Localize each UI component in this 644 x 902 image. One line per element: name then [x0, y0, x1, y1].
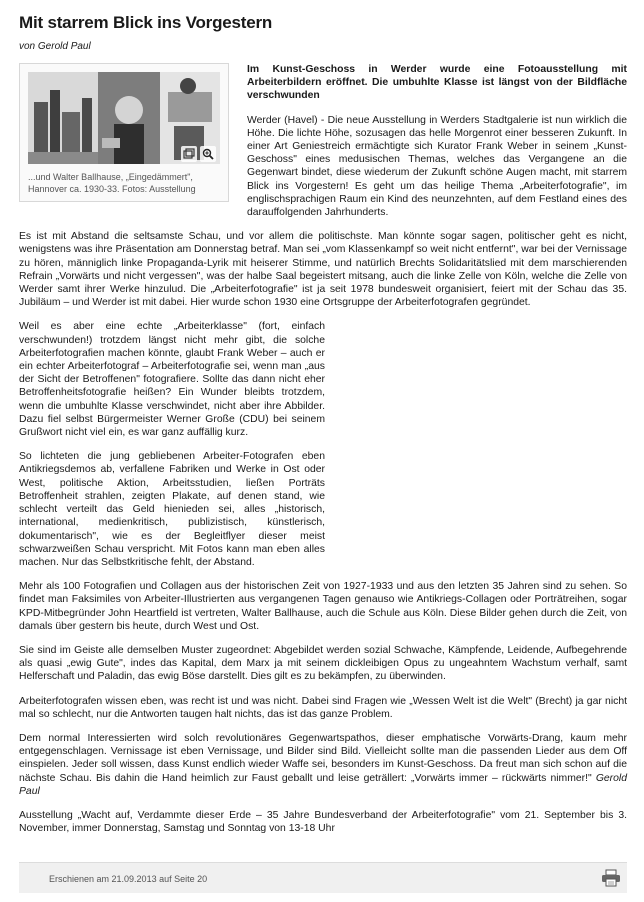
- article-footer: [19, 862, 627, 893]
- paragraph: Sie sind im Geiste alle demselben Muster zugeordnet: Abgebildet werden sozial Schwache, Kämpfende, Leidende, Aufbegehrende als quasi „ewig Gute", indes das Kapital, dem Marx ja mit seinem dickleibigen Opus zu ungeahntem Wachstum verhalf, samt Helferschaft und Paladin, das ewig Böse darstellt. Dies gilt es zu bekämpfen, zu überwinden.: [19, 644, 627, 683]
- paragraph: Es ist mit Abstand die seltsamste Schau, und vor allem die politischste. Man könnte sogar sagen, politischer geht es nicht, wenigstens was ihre Präsentation am Donnerstag betraf. Man sei „vom Klassenkampf so weit nicht entfernt", war bei der Vernissage zu hören, männiglich linke Propaganda-Lyrik mit heiserer Stimme, und natürlich Brechts Solidaritätslied mit dem marschierenden Refrain „Vorwärts und nicht vergessen", was der halbe Saal begeistert mitsang, auch die linke Zelle von Köln, welche die Zelle von Werder samt ihrer Werke hinzulud. Die „Arbeiterfotografie" ist ja seit 1978 bundesweit organisiert, feiert mit der Schau das 35. Jubiläum – und Werder ist mit dabei. Hier wurde schon 1930 eine Ortsgruppe der Arbeiterfotografen gegründet.: [19, 231, 627, 309]
- paragraph: [19, 732, 627, 798]
- gallery-icon[interactable]: [181, 146, 197, 162]
- paragraph: Mehr als 100 Fotografien und Collagen aus der historischen Zeit von 1927-1933 und aus den letzten 35 Jahren sind zu sehen. So findet man Faksimiles von Arbeiter-Illustrierten aus vergangenen Tagen genauso wie Antikriegs-Collagen oder Porträtreihen, sogar KPD-Mitbegründer John Heartfield ist vertreten, Walter Ballhause, auch die Schule aus Köln. Diese Bilder gehen durch die Zeit, von damals über gestern bis heute, durch West und Ost.: [19, 581, 627, 632]
- paragraph: Arbeiterfotografen wissen eben, was recht ist und was nicht. Dabei sind Fragen wie „Wessen Welt ist die Welt" (Brecht) ja gar nicht mal so schlecht, nur die Antworten taugen halt nichts, das ist das ganze Problem.: [19, 695, 627, 720]
- paragraph-text: Dem normal Interessierten wird solch revolutionäres Gegenwartspathos, dieser emphatische Vorwärts-Drang, kaum mehr entgegenschlagen. Vernissage ist eben Vernissage, und Bilder sind Bild. Vielleicht sollte man die passenden Lieder aus dem Off einspielen. Jeder soll wissen, dass Kunst endlich wieder Waffe sei, besonders im Kunst-Geschoss. Da freut man sich schon auf die nächste Schau. Bis dahin die Hand heimlich zur Faust geballt und leise geträllert: „Vorwärts immer – rückwärts nimmer!": [19, 732, 627, 784]
- print-icon[interactable]: [601, 869, 621, 887]
- article-body: [19, 63, 627, 835]
- paragraph: Weil es aber eine echte „Arbeiterklasse" (fort, einfach verschwunden!) trotzdem längst nicht mehr gibt, die solche Arbeiterfotografien machen könnte, glaubt Frank Weber – auch er ein echter Arbeiterfotograf – Arbeiterfotografie sei, wenn man „aus der Sicht der Betroffenen" fotografiere. Sollte das dann nicht eher Betroffenheitsfotografie heißen? Ein Wunder bleibts trotzdem, wenn die umbuhlte Klasse verschwindet, nicht aber ihre Abbilder. Dazu fiel selbst Bürgermeister Werner Große (CDU) bei seinem Grußwort nicht viel ein, es war ganz auffällig kurz.: [19, 321, 325, 439]
- article-byline: von Gerold Paul: [19, 41, 91, 52]
- article-figure: [19, 63, 229, 202]
- publication-date: Erschienen am 21.09.2013 auf Seite 20: [49, 874, 208, 884]
- paragraph: So lichteten die jung gebliebenen Arbeiter-Fotografen eben Antikriegsdemos ab, verfallene Fabriken und Werke in Ost oder West, politische Aktion, Arbeitsstudien, ließen Porträts Betroffenheit strahlen, zeigten Plakate, auf denen stand, wie schlecht verteilt das Geld hienieden sei, alles „historisch, international, medienkritisch, publizistisch, künstlerisch, dokumentarisch", wie es der Begleitflyer dieser meist schwarzweißen Schau verspricht. Mit Fotos kann man eben alles machen. Nur das Selbstkritische fehlt, der Abstand.: [19, 451, 325, 568]
- article-title: Mit starrem Blick ins Vorgestern: [19, 13, 273, 32]
- article-lead: Im Kunst-Geschoss in Werder wurde eine Fotoausstellung mit Arbeiterbildern eröffnet. Die umbuhlte Klasse ist längst von der Bildfläche verschwunden: [247, 64, 627, 102]
- figure-caption: ...und Walter Ballhause, „Eingedämmert", Hannover ca. 1930-33. Fotos: Ausstellung: [28, 172, 196, 194]
- paragraph: Werder (Havel) - Die neue Ausstellung in Werders Stadtgalerie ist nun wirklich die Höhe. Die lichte Höhe, sozusagen das helle Morgenrot einer besseren Zukunft. In einer Art Geniestreich ermächtigte sich Kurator Frank Weber in seinem „Kunst-Geschoss" eines medusischen Themas, welches das Vergangene an die Gegenwart bindet, diese wiederum der Zukunft schöne Augen macht, mit starrem Blick ins Vorgestern! Es geht um das heilige Thema „Arbeiterfotografie", im englischsprachigen Raum ein Kind des neunzehnten, auf dem Festland eines des darauffolgenden Jahrhunderts.: [247, 114, 627, 219]
- zoom-icon[interactable]: [200, 146, 216, 162]
- article-photo[interactable]: [28, 72, 220, 164]
- exhibition-info: Ausstellung „Wacht auf, Verdammte dieser Erde – 35 Jahre Bundesverband der Arbeiterfotografie" vom 21. September bis 3. November, immer Donnerstag, Samstag und Sonntag von 13-18 Uhr: [19, 809, 627, 835]
- author-signature: Gerold Paul: [19, 772, 627, 797]
